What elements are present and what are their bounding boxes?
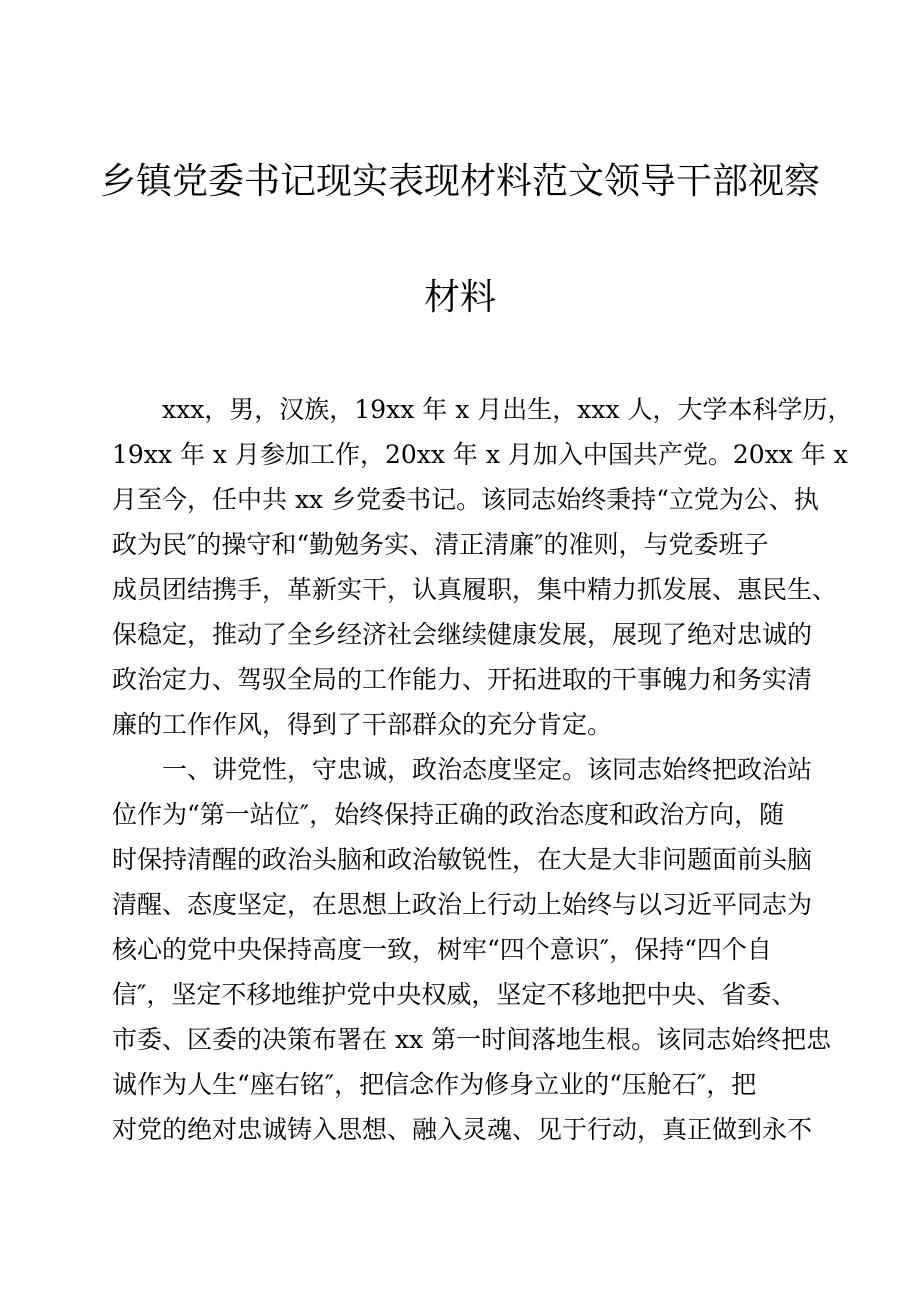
body-line-9: 一、讲党性，守忠诚，政治态度坚定。该同志始终把政治站	[112, 755, 813, 784]
body-line-10: 位作为“第一站位″，始终保持正确的政治态度和政治方向，随	[112, 800, 785, 829]
body-line-16: 诚作为人生“座右铭″，把信念作为修身立业的“压舱石″，把	[112, 1070, 757, 1099]
body-line-8: 廉的工作作风，得到了干部群众的充分肯定。	[112, 710, 613, 739]
body-line-4: 政为民″的操守和“勤勉务实、清正清廉″的准则，与党委班子	[112, 530, 769, 559]
body-line-2: 19xx 年 x 月参加工作，20xx 年 x 月加入中国共产党。20xx 年 x	[112, 440, 848, 469]
body-line-5: 成员团结携手，革新实干，认真履职，集中精力抓发展、惠民生、	[112, 575, 838, 604]
body-line-11: 时保持清醒的政治头脑和政治敏锐性，在大是大非问题面前头脑	[112, 845, 813, 874]
body-line-12: 清醒、态度坚定，在思想上政治上行动上始终与以习近平同志为	[112, 890, 813, 919]
body-line-17: 对党的绝对忠诚铸入思想、融入灵魂、见于行动，真正做到永不	[112, 1115, 813, 1144]
body-line-1: xxx，男，汉族，19xx 年 x 月出生，xxx 人，大学本科学历，	[112, 395, 853, 424]
body-line-14: 信″，坚定不移地维护党中央权威，坚定不移地把中央、省委、	[112, 980, 797, 1009]
document-title-line-1: 乡镇党委书记现实表现材料范文领导干部视察	[99, 161, 820, 202]
body-line-13: 核心的党中央保持高度一致，树牢“四个意识″，保持“四个自	[112, 935, 772, 964]
document-title-line-2: 材料	[423, 277, 496, 318]
body-line-15: 市委、区委的决策布署在 xx 第一时间落地生根。该同志始终把忠	[112, 1025, 832, 1054]
body-line-6: 保稳定，推动了全乡经济社会继续健康发展，展现了绝对忠诚的	[112, 620, 813, 649]
body-line-7: 政治定力、驾驭全局的工作能力、开拓进取的干事魄力和务实清	[112, 665, 813, 694]
body-line-3: 月至今，任中共 xx 乡党委书记。该同志始终秉持“立党为公、执	[112, 485, 819, 514]
